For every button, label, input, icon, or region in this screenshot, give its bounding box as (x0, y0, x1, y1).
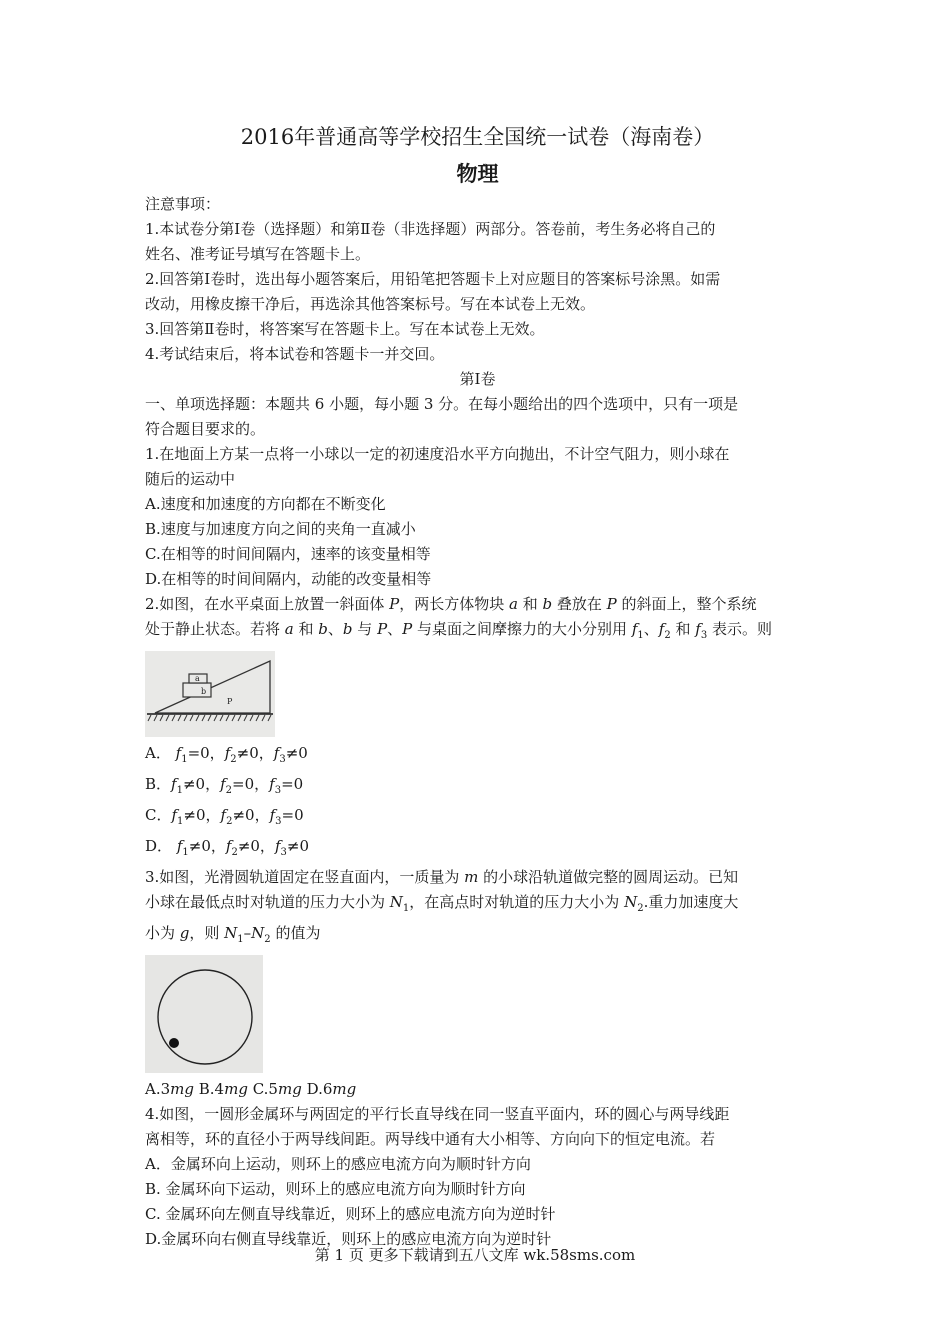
text: 表示。则 (707, 620, 772, 638)
text: =0 (281, 806, 304, 824)
text: 、 (643, 620, 659, 638)
var-f: f (224, 744, 231, 762)
var-n: N (624, 893, 638, 911)
text: ≠0， (236, 744, 274, 762)
var-f: f (171, 775, 177, 793)
text: ≠0， (188, 837, 226, 855)
notice-line: 改动，用橡皮擦干净后，再选涂其他答案标号。写在本试卷上无效。 (145, 295, 596, 313)
text: 叠放在 (552, 595, 607, 613)
option-a: A.3 (145, 1080, 171, 1098)
q1-option-a: A.速度和加速度的方向都在不断变化 (145, 495, 386, 513)
q1-stem: 1.在地面上方某一点将一小球以一定的初速度沿水平方向抛出，不计空气阻力，则小球在 (145, 445, 730, 463)
q2-stem (145, 617, 810, 648)
page-footer: 第 1 页 更多下载请到五八文库 wk.58sms.com (314, 1246, 636, 1264)
text: ，两长方体物块 (399, 595, 509, 613)
part-heading: 第Ⅰ卷 (459, 370, 496, 388)
subscript: 3 (275, 816, 282, 827)
subject-title: 物理 (456, 161, 499, 186)
notice-line: 1.本试卷分第Ⅰ卷（选择题）和第Ⅱ卷（非选择题）两部分。答卷前，考生务必将自己的 (145, 220, 716, 238)
var-p: P (377, 620, 388, 638)
text: ≠0， (237, 837, 275, 855)
q3-stem (145, 865, 810, 890)
text: 、 (387, 620, 403, 638)
q4-stem: 4.如图，一圆形金属环与两固定的平行长直导线在同一竖直平面内，环的圆心与两导线距 (145, 1105, 730, 1123)
q4-option-d: D.金属环向右侧直导线靠近，则环上的感应电流方向为逆时针 (145, 1230, 552, 1248)
subscript: 3 (280, 847, 287, 858)
text: – (243, 924, 252, 942)
subscript: 1 (402, 903, 410, 914)
subscript: 3 (700, 630, 708, 641)
subscript: 1 (637, 630, 644, 641)
option-d: D.6 (306, 1080, 333, 1098)
notice-line: 2.回答第Ⅰ卷时，选出每小题答案后，用铅笔把答题卡上对应题目的答案标号涂黑。如需 (145, 270, 721, 288)
var-p: P (606, 595, 617, 613)
text: 和 (293, 620, 319, 638)
var-a: a (284, 620, 294, 638)
text: 的斜面上，整个系统 (616, 595, 757, 613)
option-b: B.4 (198, 1080, 225, 1098)
var-n: N (251, 924, 265, 942)
var-g: g (179, 924, 190, 942)
var-f: f (274, 837, 281, 855)
var-p: P (389, 595, 400, 613)
var-f: f (269, 775, 275, 793)
subscript: 2 (264, 934, 271, 945)
q2-option-d (145, 834, 810, 865)
var-f: f (658, 620, 665, 638)
text: 处于静止状态。若将 (145, 620, 285, 638)
subscript: 2 (225, 785, 233, 796)
text: ≠0， (182, 775, 221, 793)
text: 2.如图，在水平桌面上放置一斜面体 (145, 595, 390, 613)
var-f: f (631, 620, 638, 638)
text: ，则 (189, 924, 225, 942)
q1-stem: 随后的运动中 (145, 470, 236, 488)
q2-option-c (145, 803, 810, 834)
unit: mg (224, 1080, 248, 1098)
unit: mg (277, 1080, 302, 1098)
var-b: b (318, 620, 328, 638)
q3-stem (145, 890, 810, 921)
text: =0， (187, 744, 225, 762)
subscript: 2 (637, 903, 644, 914)
var-f: f (273, 744, 280, 762)
text: 、 (327, 620, 343, 638)
q4-option-b: B. 金属环向下运动，则环上的感应电流方向为顺时针方向 (145, 1180, 526, 1198)
subscript: 2 (231, 847, 238, 858)
subscript: 2 (664, 630, 671, 641)
option-label: C． (145, 806, 172, 824)
var-f: f (175, 744, 182, 762)
text: 小球在最低点时对轨道的压力大小为 (145, 893, 390, 911)
var-f: f (225, 837, 232, 855)
text: 和 (670, 620, 696, 638)
var-m: m (464, 868, 479, 886)
notice-heading: 注意事项： (145, 195, 221, 213)
subscript: 3 (274, 785, 282, 796)
label-a: a (195, 674, 200, 683)
q3-stem (145, 921, 810, 952)
exam-page (145, 118, 810, 1252)
section-instruction: 符合题目要求的。 (145, 420, 266, 438)
q2-stem (145, 592, 810, 617)
var-f: f (220, 775, 226, 793)
option-label: B． (145, 775, 172, 793)
subscript: 1 (181, 754, 188, 765)
subscript: 1 (237, 934, 244, 945)
text: 小为 (145, 924, 180, 942)
var-n: N (224, 924, 238, 942)
var-b: b (342, 620, 353, 638)
var-f: f (176, 837, 183, 855)
var-f: f (269, 806, 276, 824)
q3-options (145, 1077, 810, 1102)
exam-title: 2016年普通高等学校招生全国统一试卷（海南卷） (240, 125, 715, 149)
option-label: D． (145, 837, 173, 855)
text: 和 (517, 595, 543, 613)
section-instruction: 一、单项选择题：本题共 6 小题，每小题 3 分。在每小题给出的四个选项中，只有一项是 (145, 395, 739, 413)
subscript: 2 (226, 816, 233, 827)
label-b: b (201, 687, 207, 696)
unit: mg (332, 1080, 357, 1098)
text: .重力加速度大 (643, 893, 739, 911)
subscript: 1 (182, 847, 189, 858)
subscript: 1 (176, 785, 183, 796)
option-label: A． (145, 744, 171, 762)
text: ≠0， (183, 806, 221, 824)
unit: mg (170, 1080, 194, 1098)
circle-track-figure (145, 955, 263, 1073)
var-f: f (220, 806, 227, 824)
notice-line: 3.回答第Ⅱ卷时，将答案写在答题卡上。写在本试卷上无效。 (145, 320, 545, 338)
q1-option-b: B.速度与加速度方向之间的夹角一直减小 (145, 520, 416, 538)
text: 与桌面之间摩擦力的大小分别用 (412, 620, 632, 638)
label-p: P (227, 697, 233, 706)
q2-option-b (145, 772, 810, 803)
var-a: a (508, 595, 518, 613)
var-p: P (402, 620, 413, 638)
q4-option-c: C. 金属环向左侧直导线靠近，则环上的感应电流方向为逆时针 (145, 1205, 556, 1223)
q4-stem: 离相等，环的直径小于两导线间距。两导线中通有大小相等、方向向下的恒定电流。若 (145, 1130, 716, 1148)
text: =0， (232, 775, 270, 793)
text: ≠0 (285, 744, 308, 762)
q2-option-a (145, 741, 810, 772)
q4-option-a: A．金属环向上运动，则环上的感应电流方向为顺时针方向 (145, 1155, 531, 1173)
subscript: 2 (230, 754, 237, 765)
notice-line: 姓名、准考证号填写在答题卡上。 (145, 245, 371, 263)
var-n: N (389, 893, 403, 911)
text: 与 (352, 620, 378, 638)
q1-option-c: C.在相等的时间间隔内，速率的该变量相等 (145, 545, 431, 563)
text: ≠0， (232, 806, 270, 824)
var-f: f (695, 620, 701, 638)
text: 的小球沿轨道做完整的圆周运动。已知 (478, 868, 739, 886)
q1-option-d: D.在相等的时间间隔内，动能的改变量相等 (145, 570, 432, 588)
text: 3.如图，光滑圆轨道固定在竖直面内，一质量为 (145, 868, 465, 886)
text: 的值为 (270, 924, 321, 942)
subscript: 3 (279, 754, 286, 765)
notice-line: 4.考试结束后，将本试卷和答题卡一并交回。 (145, 345, 445, 363)
text: ，在高点时对轨道的压力大小为 (409, 893, 625, 911)
var-f: f (171, 806, 178, 824)
var-b: b (542, 595, 553, 613)
option-c: C.5 (252, 1080, 278, 1098)
incline-figure (145, 651, 275, 737)
subscript: 1 (177, 816, 184, 827)
text: =0 (281, 775, 304, 793)
text: ≠0 (286, 837, 309, 855)
